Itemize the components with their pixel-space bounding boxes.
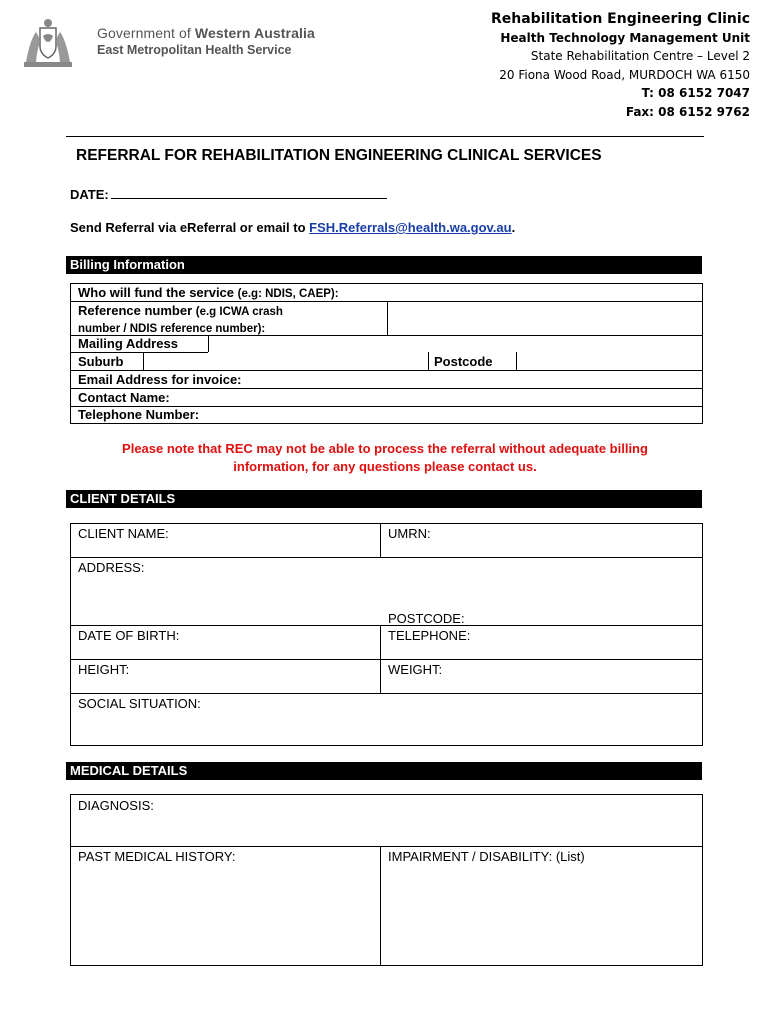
- dob-label: DATE OF BIRTH:: [78, 628, 180, 643]
- clinic-name: Rehabilitation Engineering Clinic: [490, 11, 750, 27]
- social-situation-label: SOCIAL SITUATION:: [78, 696, 201, 711]
- billing-table: [70, 283, 703, 424]
- client-section-header: CLIENT DETAILS: [66, 490, 702, 508]
- send-instructions: Send Referral via eReferral or email to FSH.Referrals@health.wa.gov.au.: [70, 220, 516, 235]
- clinic-contact-block: [491, 10, 750, 121]
- postcode-label: POSTCODE:: [388, 611, 465, 626]
- client-name-label: CLIENT NAME:: [78, 526, 169, 541]
- referral-email-link[interactable]: FSH.Referrals@health.wa.gov.au: [309, 220, 512, 235]
- date-field[interactable]: [111, 185, 387, 199]
- government-name: Government of Western Australia: [97, 25, 315, 41]
- umrn-label: UMRN:: [388, 526, 431, 541]
- suburb-label: Suburb: [78, 354, 124, 369]
- reference-hint: number / NDIS reference number):: [78, 323, 266, 335]
- phone-number: T: 08 6152 7047: [641, 86, 750, 100]
- billing-section-header: Billing Information: [66, 256, 702, 274]
- contact-name-label: Contact Name:: [78, 390, 170, 405]
- height-label: HEIGHT:: [78, 662, 130, 677]
- unit-name: Health Technology Management Unit: [500, 30, 750, 45]
- mailing-address-label: Mailing Address: [78, 336, 178, 351]
- weight-label: WEIGHT:: [388, 662, 443, 677]
- telephone-label: Telephone Number:: [78, 407, 200, 422]
- postcode-label: Postcode: [434, 354, 493, 369]
- impairment-label: IMPAIRMENT / DISABILITY: (List): [388, 849, 585, 864]
- diagnosis-label: DIAGNOSIS:: [78, 798, 154, 813]
- client-telephone-label: TELEPHONE:: [388, 628, 471, 643]
- header-divider: [66, 136, 704, 137]
- billing-warning-note: Please note that REC may not be able to process the referral without adequate billing information, for any questions please contact us.: [122, 441, 648, 474]
- postcode-field[interactable]: [518, 353, 700, 369]
- reference-label: Reference number (e.g ICWA crash: [78, 303, 283, 318]
- address-label: ADDRESS:: [78, 560, 145, 575]
- centre-name: State Rehabilitation Centre – Level 2: [530, 49, 750, 63]
- fund-label: Who will fund the service (e.g: NDIS, CAEP):: [78, 285, 339, 300]
- fax-number: Fax: 08 6152 9762: [625, 104, 750, 119]
- street-address: 20 Fiona Wood Road, MURDOCH WA 6150: [499, 67, 750, 82]
- wa-coat-of-arms-logo: [18, 14, 78, 74]
- date-label: DATE:: [70, 187, 109, 202]
- form-title: REFERRAL FOR REHABILITATION ENGINEERING CLINICAL SERVICES: [76, 147, 602, 164]
- mailing-address-field[interactable]: [210, 336, 700, 351]
- medical-section-header: MEDICAL DETAILS: [66, 762, 702, 780]
- invoice-email-label: Email Address for invoice:: [78, 372, 242, 387]
- health-service-name: East Metropolitan Health Service: [97, 43, 292, 57]
- reference-number-field[interactable]: [389, 302, 701, 334]
- suburb-field[interactable]: [145, 353, 427, 369]
- date-row: [70, 185, 387, 202]
- client-details-table: [70, 523, 703, 746]
- medical-details-table: [70, 794, 703, 966]
- medical-history-label: PAST MEDICAL HISTORY:: [78, 849, 236, 864]
